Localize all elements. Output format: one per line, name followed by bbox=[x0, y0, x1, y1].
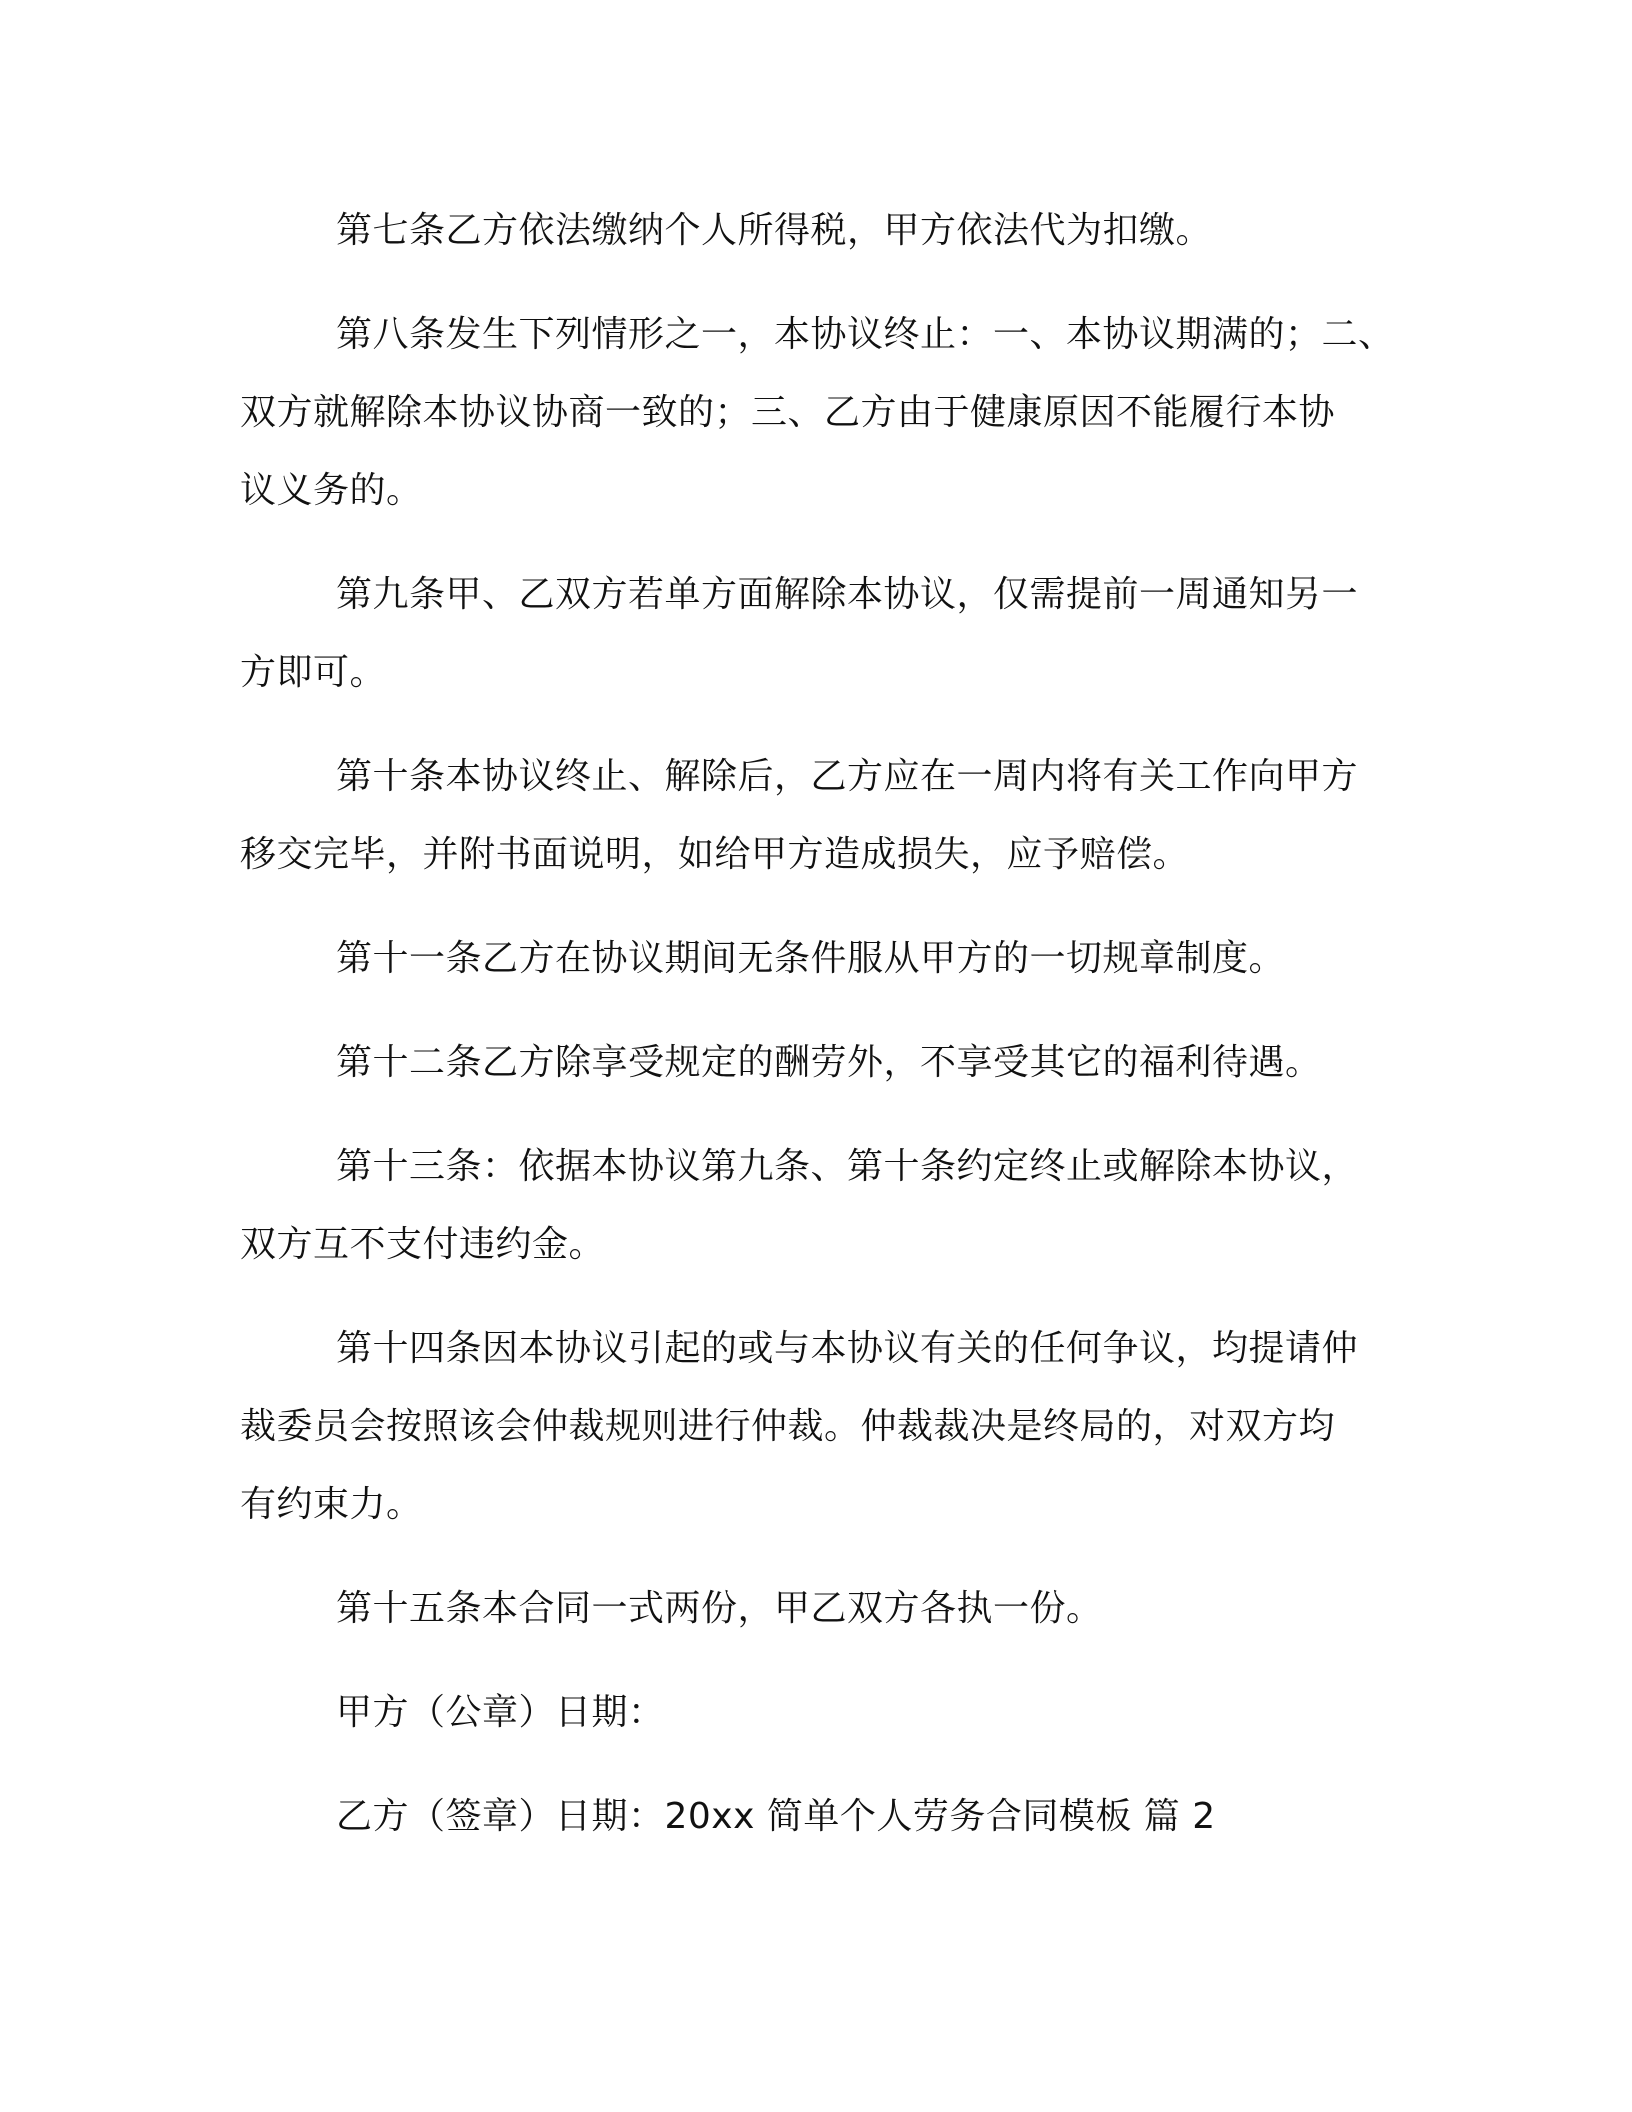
text-line: 甲方（公章）日期： bbox=[336, 1692, 665, 1733]
article-12 bbox=[240, 1024, 1400, 1102]
text-line: 第十五条本合同一式两份，甲乙双方各执一份。 bbox=[336, 1588, 1103, 1629]
text-line: 裁委员会按照该会仲裁规则进行仲裁。仲裁裁决是终局的，对双方均 bbox=[240, 1406, 1336, 1447]
text-line: 第八条发生下列情形之一，本协议终止：一、本协议期满的；二、 bbox=[336, 314, 1395, 355]
article-8 bbox=[240, 296, 1400, 530]
article-15 bbox=[240, 1570, 1400, 1648]
text-line: 议义务的。 bbox=[240, 470, 423, 511]
document-page bbox=[240, 192, 1400, 1882]
article-11 bbox=[240, 920, 1400, 998]
text-line: 乙方（签章）日期：20xx 简单个人劳务合同模板 篇 2 bbox=[336, 1796, 1216, 1837]
text-line: 双方互不支付违约金。 bbox=[240, 1224, 606, 1265]
text-line: 第十条本协议终止、解除后，乙方应在一周内将有关工作向甲方 bbox=[336, 756, 1359, 797]
article-13 bbox=[240, 1128, 1400, 1284]
text-line: 第七条乙方依法缴纳个人所得税，甲方依法代为扣缴。 bbox=[336, 210, 1213, 251]
text-line: 第十四条因本协议引起的或与本协议有关的任何争议，均提请仲 bbox=[336, 1328, 1359, 1369]
text-line: 方即可。 bbox=[240, 652, 387, 693]
text-line: 有约束力。 bbox=[240, 1484, 423, 1525]
article-10 bbox=[240, 738, 1400, 894]
text-line: 双方就解除本协议协商一致的；三、乙方由于健康原因不能履行本协 bbox=[240, 392, 1336, 433]
text-line: 第十三条：依据本协议第九条、第十条约定终止或解除本协议， bbox=[336, 1146, 1359, 1187]
article-14 bbox=[240, 1310, 1400, 1544]
text-line: 第十二条乙方除享受规定的酬劳外，不享受其它的福利待遇。 bbox=[336, 1042, 1322, 1083]
party-a-signature-line bbox=[240, 1674, 1400, 1752]
text-line: 第九条甲、乙双方若单方面解除本协议，仅需提前一周通知另一 bbox=[336, 574, 1359, 615]
text-line: 第十一条乙方在协议期间无条件服从甲方的一切规章制度。 bbox=[336, 938, 1286, 979]
text-line: 移交完毕，并附书面说明，如给甲方造成损失，应予赔偿。 bbox=[240, 834, 1190, 875]
article-7 bbox=[240, 192, 1400, 270]
article-9 bbox=[240, 556, 1400, 712]
party-b-signature-line bbox=[240, 1778, 1400, 1856]
